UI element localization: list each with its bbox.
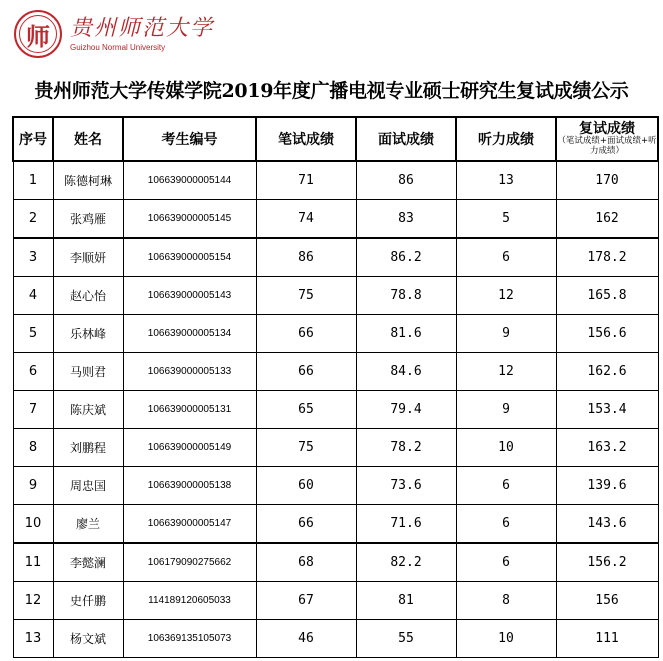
- cell-id: 106639000005143: [123, 277, 256, 315]
- cell-name: 李懿澜: [53, 543, 123, 582]
- cell-id: 106639000005144: [123, 161, 256, 200]
- cell-total: 163.2: [556, 429, 658, 467]
- cell-written: 46: [256, 620, 356, 658]
- cell-interview: 81.6: [356, 315, 456, 353]
- table-row: [13, 582, 658, 620]
- table-row: [13, 391, 658, 429]
- cell-id: 106639000005145: [123, 200, 256, 239]
- cell-id: 106639000005133: [123, 353, 256, 391]
- cell-written: 74: [256, 200, 356, 239]
- cell-written: 71: [256, 161, 356, 200]
- cell-listening: 9: [456, 315, 556, 353]
- header-written: 笔试成绩: [256, 117, 356, 161]
- cell-total: 162: [556, 200, 658, 239]
- cell-interview: 86.2: [356, 238, 456, 277]
- cell-listening: 10: [456, 620, 556, 658]
- table-row: [13, 505, 658, 544]
- cell-id: 106639000005134: [123, 315, 256, 353]
- cell-id: 106369135105073: [123, 620, 256, 658]
- cell-seq: 12: [13, 582, 53, 620]
- cell-seq: 11: [13, 543, 53, 582]
- cell-interview: 78.8: [356, 277, 456, 315]
- results-table: [12, 116, 659, 658]
- logo-name-en: Guizhou Normal University: [70, 42, 166, 52]
- cell-name: 马则君: [53, 353, 123, 391]
- header-total-note: （笔试成绩+面试成绩+听力成绩）: [557, 136, 657, 156]
- cell-seq: 13: [13, 620, 53, 658]
- cell-name: 刘鹏程: [53, 429, 123, 467]
- cell-listening: 8: [456, 582, 556, 620]
- header-id: 考生编号: [123, 117, 256, 161]
- cell-interview: 79.4: [356, 391, 456, 429]
- header-total: [556, 117, 658, 161]
- cell-total: 178.2: [556, 238, 658, 277]
- cell-total: 165.8: [556, 277, 658, 315]
- cell-written: 68: [256, 543, 356, 582]
- cell-seq: 7: [13, 391, 53, 429]
- cell-written: 65: [256, 391, 356, 429]
- cell-seq: 1: [13, 161, 53, 200]
- table-row: [13, 277, 658, 315]
- cell-name: 乐林峰: [53, 315, 123, 353]
- cell-name: 陈庆斌: [53, 391, 123, 429]
- cell-name: 史仟鹏: [53, 582, 123, 620]
- cell-interview: 55: [356, 620, 456, 658]
- cell-interview: 86: [356, 161, 456, 200]
- cell-total: 156.6: [556, 315, 658, 353]
- cell-listening: 5: [456, 200, 556, 239]
- cell-id: 106639000005147: [123, 505, 256, 544]
- header-total-label: 复试成绩: [579, 121, 635, 137]
- cell-name: 赵心怡: [53, 277, 123, 315]
- cell-interview: 83: [356, 200, 456, 239]
- table-row: [13, 161, 658, 200]
- cell-total: 111: [556, 620, 658, 658]
- cell-id: 106639000005131: [123, 391, 256, 429]
- cell-listening: 12: [456, 277, 556, 315]
- university-logo: [14, 8, 264, 60]
- cell-total: 170: [556, 161, 658, 200]
- cell-listening: 6: [456, 505, 556, 544]
- cell-seq: 3: [13, 238, 53, 277]
- cell-written: 75: [256, 429, 356, 467]
- cell-name: 陈德柯琳: [53, 161, 123, 200]
- cell-interview: 84.6: [356, 353, 456, 391]
- table-row: [13, 620, 658, 658]
- cell-name: 廖兰: [53, 505, 123, 544]
- cell-interview: 81: [356, 582, 456, 620]
- cell-seq: 9: [13, 467, 53, 505]
- table-row: [13, 429, 658, 467]
- cell-written: 66: [256, 353, 356, 391]
- cell-written: 60: [256, 467, 356, 505]
- table-row: [13, 543, 658, 582]
- cell-written: 66: [256, 505, 356, 544]
- cell-seq: 4: [13, 277, 53, 315]
- table-row: [13, 353, 658, 391]
- cell-name: 张鸡雁: [53, 200, 123, 239]
- cell-listening: 6: [456, 238, 556, 277]
- logo-name-cn: 贵州师范大学: [70, 15, 215, 41]
- cell-name: 李顺妍: [53, 238, 123, 277]
- cell-total: 156: [556, 582, 658, 620]
- seal-char: 师: [26, 22, 50, 51]
- table-row: [13, 315, 658, 353]
- cell-id: 106639000005154: [123, 238, 256, 277]
- cell-written: 86: [256, 238, 356, 277]
- cell-total: 156.2: [556, 543, 658, 582]
- cell-name: 杨文斌: [53, 620, 123, 658]
- cell-id: 106639000005149: [123, 429, 256, 467]
- cell-seq: 5: [13, 315, 53, 353]
- cell-interview: 78.2: [356, 429, 456, 467]
- cell-interview: 71.6: [356, 505, 456, 544]
- cell-seq: 10: [13, 505, 53, 544]
- cell-listening: 13: [456, 161, 556, 200]
- cell-listening: 9: [456, 391, 556, 429]
- cell-interview: 73.6: [356, 467, 456, 505]
- header-seq: 序号: [13, 117, 53, 161]
- table-row: [13, 200, 658, 239]
- cell-total: 162.6: [556, 353, 658, 391]
- cell-total: 139.6: [556, 467, 658, 505]
- cell-written: 66: [256, 315, 356, 353]
- cell-written: 75: [256, 277, 356, 315]
- cell-written: 67: [256, 582, 356, 620]
- cell-listening: 12: [456, 353, 556, 391]
- cell-seq: 8: [13, 429, 53, 467]
- cell-listening: 6: [456, 467, 556, 505]
- cell-name: 周忠国: [53, 467, 123, 505]
- logo-text: [70, 17, 214, 52]
- page-title: 贵州师范大学传媒学院2019年度广播电视专业硕士研究生复试成绩公示: [34, 80, 629, 102]
- seal-icon: [14, 10, 62, 58]
- cell-seq: 2: [13, 200, 53, 239]
- cell-total: 153.4: [556, 391, 658, 429]
- table-row: [13, 238, 658, 277]
- cell-id: 106179090275662: [123, 543, 256, 582]
- table-body: [13, 161, 658, 658]
- cell-interview: 82.2: [356, 543, 456, 582]
- header-interview: 面试成绩: [356, 117, 456, 161]
- cell-seq: 6: [13, 353, 53, 391]
- cell-id: 106639000005138: [123, 467, 256, 505]
- header-row: [13, 117, 658, 161]
- cell-listening: 10: [456, 429, 556, 467]
- header-listening: 听力成绩: [456, 117, 556, 161]
- header-name: 姓名: [53, 117, 123, 161]
- cell-total: 143.6: [556, 505, 658, 544]
- cell-listening: 6: [456, 543, 556, 582]
- cell-id: 114189120605033: [123, 582, 256, 620]
- table-row: [13, 467, 658, 505]
